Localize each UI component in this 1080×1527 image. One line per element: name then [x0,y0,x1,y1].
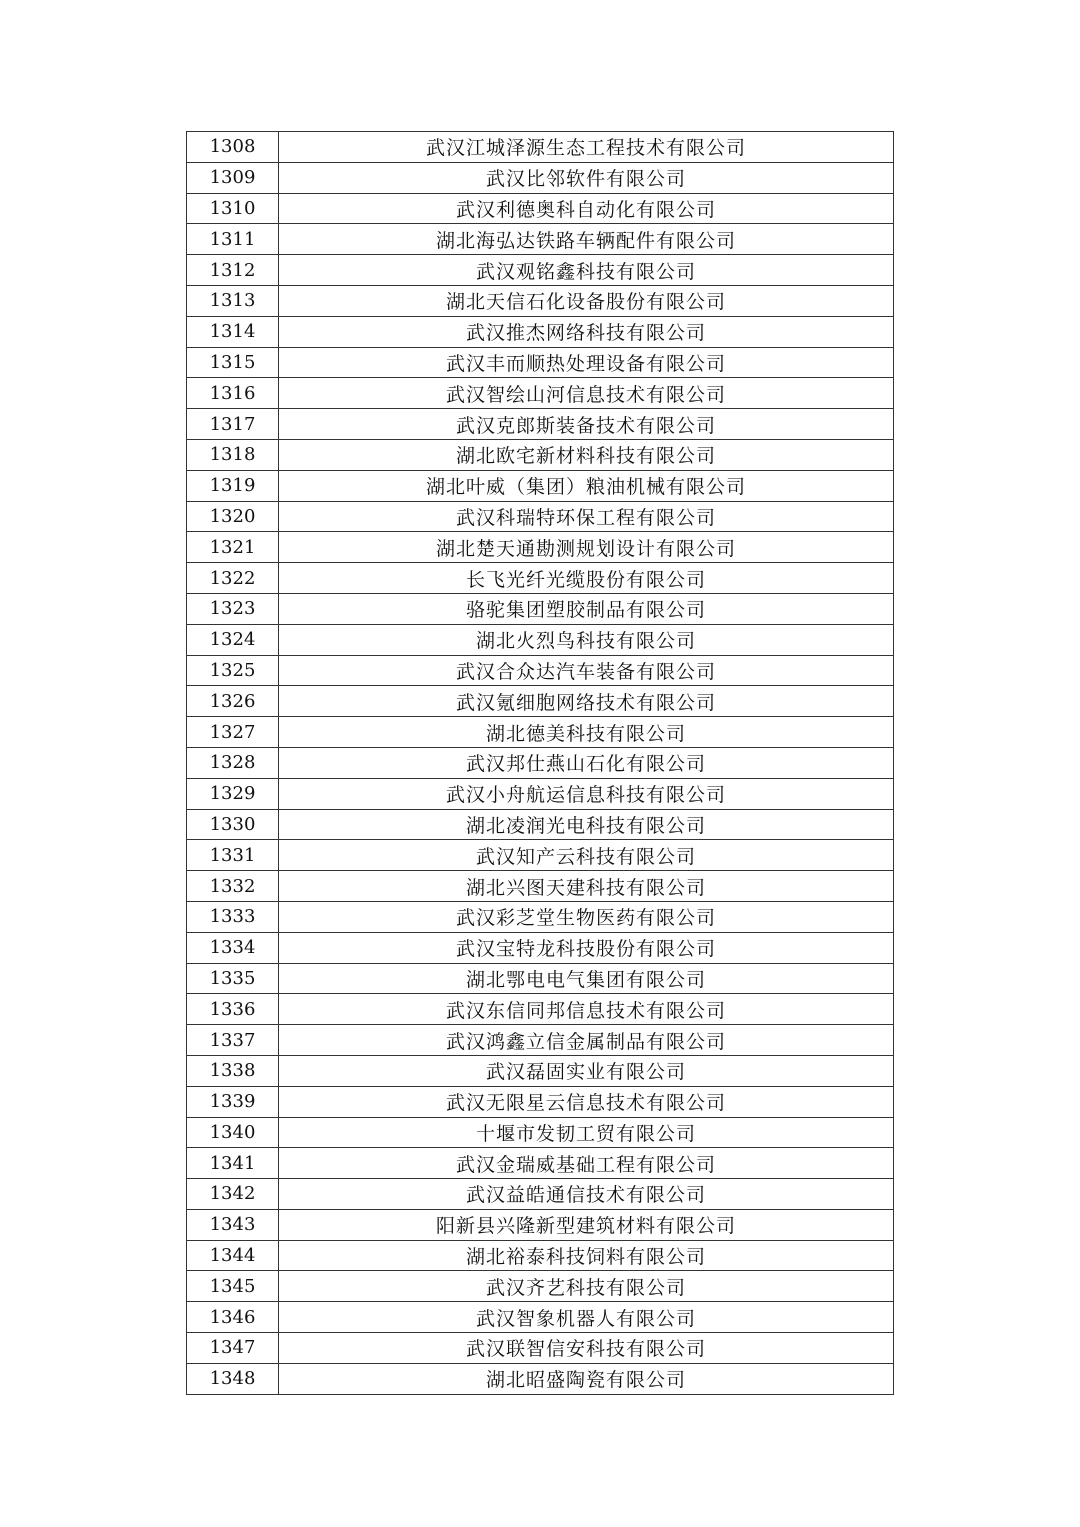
company-name-cell: 武汉磊固实业有限公司 [279,1055,894,1086]
row-number-cell: 1321 [187,532,279,563]
row-number-cell: 1325 [187,655,279,686]
table-body [187,132,894,1395]
company-name-cell: 武汉邦仕燕山石化有限公司 [279,747,894,778]
row-number-cell: 1331 [187,840,279,871]
table-row [187,285,894,316]
row-number-cell: 1333 [187,901,279,932]
row-number-cell: 1343 [187,1209,279,1240]
row-number-cell: 1327 [187,717,279,748]
row-number-cell: 1340 [187,1117,279,1148]
company-name-cell: 武汉合众达汽车装备有限公司 [279,655,894,686]
table-row [187,1086,894,1117]
company-name-cell: 湖北德美科技有限公司 [279,717,894,748]
row-number-cell: 1322 [187,563,279,594]
company-name-cell: 湖北昭盛陶瓷有限公司 [279,1363,894,1394]
table-row [187,224,894,255]
row-number-cell: 1341 [187,1148,279,1179]
table-row [187,1179,894,1210]
row-number-cell: 1337 [187,1025,279,1056]
row-number-cell: 1348 [187,1363,279,1394]
row-number-cell: 1323 [187,593,279,624]
row-number-cell: 1310 [187,193,279,224]
company-name-cell: 武汉联智信安科技有限公司 [279,1333,894,1364]
company-name-cell: 武汉科瑞特环保工程有限公司 [279,501,894,532]
row-number-cell: 1313 [187,285,279,316]
company-name-cell: 湖北裕泰科技饲料有限公司 [279,1240,894,1271]
row-number-cell: 1334 [187,932,279,963]
table-row [187,378,894,409]
row-number-cell: 1346 [187,1302,279,1333]
row-number-cell: 1339 [187,1086,279,1117]
company-name-cell: 武汉推杰网络科技有限公司 [279,316,894,347]
row-number-cell: 1336 [187,994,279,1025]
table-row [187,409,894,440]
table-row [187,1240,894,1271]
company-name-cell: 武汉观铭鑫科技有限公司 [279,255,894,286]
row-number-cell: 1347 [187,1333,279,1364]
company-name-cell: 武汉氪细胞网络技术有限公司 [279,686,894,717]
table-row [187,1271,894,1302]
company-name-cell: 十堰市发韧工贸有限公司 [279,1117,894,1148]
row-number-cell: 1311 [187,224,279,255]
company-name-cell: 湖北海弘达铁路车辆配件有限公司 [279,224,894,255]
row-number-cell: 1335 [187,963,279,994]
table-row [187,162,894,193]
company-name-cell: 湖北兴图天建科技有限公司 [279,871,894,902]
company-name-cell: 湖北火烈鸟科技有限公司 [279,624,894,655]
row-number-cell: 1328 [187,747,279,778]
table-row [187,840,894,871]
company-name-cell: 武汉益皓通信技术有限公司 [279,1179,894,1210]
row-number-cell: 1308 [187,132,279,163]
company-name-cell: 武汉齐艺科技有限公司 [279,1271,894,1302]
table-row [187,963,894,994]
table-row [187,1025,894,1056]
company-list-table [186,131,894,1395]
company-name-cell: 武汉智绘山河信息技术有限公司 [279,378,894,409]
table-row [187,809,894,840]
table-row [187,1117,894,1148]
table-row [187,132,894,163]
row-number-cell: 1312 [187,255,279,286]
company-name-cell: 武汉金瑞威基础工程有限公司 [279,1148,894,1179]
row-number-cell: 1345 [187,1271,279,1302]
table-row [187,717,894,748]
company-name-cell: 武汉鸿鑫立信金属制品有限公司 [279,1025,894,1056]
row-number-cell: 1314 [187,316,279,347]
company-name-cell: 湖北楚天通勘测规划设计有限公司 [279,532,894,563]
row-number-cell: 1326 [187,686,279,717]
table-row [187,901,894,932]
company-name-cell: 阳新县兴隆新型建筑材料有限公司 [279,1209,894,1240]
row-number-cell: 1319 [187,470,279,501]
table-row [187,1148,894,1179]
table-row [187,255,894,286]
company-name-cell: 武汉无限星云信息技术有限公司 [279,1086,894,1117]
company-name-cell: 骆驼集团塑胶制品有限公司 [279,593,894,624]
table-row [187,193,894,224]
company-name-cell: 武汉东信同邦信息技术有限公司 [279,994,894,1025]
company-name-cell: 武汉小舟航运信息科技有限公司 [279,778,894,809]
row-number-cell: 1332 [187,871,279,902]
row-number-cell: 1318 [187,439,279,470]
company-name-cell: 湖北鄂电电气集团有限公司 [279,963,894,994]
company-name-cell: 武汉克郎斯装备技术有限公司 [279,409,894,440]
company-name-cell: 湖北欧宅新材料科技有限公司 [279,439,894,470]
company-name-cell: 湖北凌润光电科技有限公司 [279,809,894,840]
company-name-cell: 长飞光纤光缆股份有限公司 [279,563,894,594]
table-row [187,470,894,501]
table-row [187,1209,894,1240]
company-name-cell: 武汉彩芝堂生物医药有限公司 [279,901,894,932]
company-name-cell: 武汉丰而顺热处理设备有限公司 [279,347,894,378]
row-number-cell: 1338 [187,1055,279,1086]
table-row [187,932,894,963]
table-row [187,439,894,470]
company-name-cell: 武汉智象机器人有限公司 [279,1302,894,1333]
row-number-cell: 1342 [187,1179,279,1210]
company-name-cell: 武汉江城泽源生态工程技术有限公司 [279,132,894,163]
table-row [187,778,894,809]
table-row [187,747,894,778]
table-row [187,563,894,594]
table-row [187,655,894,686]
table-row [187,1302,894,1333]
row-number-cell: 1344 [187,1240,279,1271]
table-row [187,1363,894,1394]
table-row [187,624,894,655]
row-number-cell: 1317 [187,409,279,440]
table-row [187,316,894,347]
row-number-cell: 1330 [187,809,279,840]
table-row [187,347,894,378]
row-number-cell: 1309 [187,162,279,193]
table-row [187,871,894,902]
table-row [187,501,894,532]
company-name-cell: 武汉利德奥科自动化有限公司 [279,193,894,224]
table-row [187,532,894,563]
table-row [187,686,894,717]
row-number-cell: 1315 [187,347,279,378]
row-number-cell: 1316 [187,378,279,409]
table-row [187,994,894,1025]
table-row [187,1333,894,1364]
table-row [187,1055,894,1086]
company-name-cell: 湖北天信石化设备股份有限公司 [279,285,894,316]
company-name-cell: 武汉宝特龙科技股份有限公司 [279,932,894,963]
company-name-cell: 武汉比邻软件有限公司 [279,162,894,193]
row-number-cell: 1329 [187,778,279,809]
row-number-cell: 1324 [187,624,279,655]
row-number-cell: 1320 [187,501,279,532]
company-name-cell: 湖北叶威（集团）粮油机械有限公司 [279,470,894,501]
table-row [187,593,894,624]
company-name-cell: 武汉知产云科技有限公司 [279,840,894,871]
